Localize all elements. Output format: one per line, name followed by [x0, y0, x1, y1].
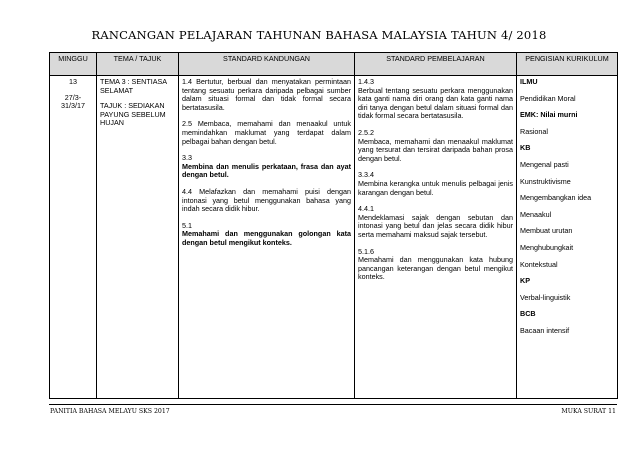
pembelajaran-item	[358, 171, 513, 197]
header-standard-pembelajaran: STANDARD PEMBELAJARAN	[355, 53, 517, 76]
kurikulum-item: Membuat urutan	[520, 226, 573, 236]
kurikulum-item: Kontekstual	[520, 259, 558, 269]
kurikulum-item: BCB	[520, 309, 536, 319]
kurikulum-item: KP	[520, 276, 530, 286]
standard-kandungan-cell	[179, 76, 355, 399]
kurikulum-item: Mengembangkan idea	[520, 193, 592, 203]
pembelajaran-text: Membaca, memahami dan menaakul maklumat yang tersurat dan tersirat daripada bahan prosa dengan betul.	[358, 136, 513, 163]
standard-pembelajaran-cell	[355, 76, 517, 399]
week-dates: 27/3-31/3/17	[61, 92, 85, 111]
tema-cell	[97, 76, 179, 399]
table-row	[50, 76, 618, 399]
kandungan-item: Memahami dan menggunakan golongan kata dengan betul mengikut konteks.	[182, 229, 351, 247]
pembelajaran-text: Berbual tentang sesuatu perkara menggunakan kata ganti nama diri orang dan kata ganti nama diri tanya dengan betul dalam situasi formal dan tidak formal secara bertatasusila.	[358, 85, 513, 121]
kandungan-item: 1.4 Bertutur, berbual dan menyatakan permintaan tentang sesuatu perkara daripada pelbagai sumber dalam situasi formal dan tidak formal secara bertatasusila.	[182, 77, 351, 112]
kandungan-item: 3.3	[182, 153, 192, 163]
kurikulum-item: ILMU	[520, 77, 538, 86]
kurikulum-item: EMK: Nilai murni	[520, 110, 578, 120]
pembelajaran-text: Membina kerangka untuk menulis pelbagai jenis karangan dengan betul.	[358, 178, 513, 197]
page-title: RANCANGAN PELAJARAN TAHUNAN BAHASA MALAYSIA TAHUN 4/ 2018	[91, 28, 547, 42]
pembelajaran-item	[358, 78, 513, 121]
footer-left: PANITIA BAHASA MELAYU SKS 2017	[50, 408, 170, 415]
kurikulum-item: Mengenal pasti	[520, 159, 569, 169]
tajuk-text: TAJUK : SEDIAKAN PAYUNG SEBELUM HUJAN	[100, 101, 166, 128]
footer-divider	[49, 404, 617, 405]
kandungan-item: 5.1	[182, 220, 192, 230]
pembelajaran-code: 4.4.1	[358, 204, 374, 214]
kurikulum-item: Pendidikan Moral	[520, 93, 576, 103]
pembelajaran-item	[358, 248, 513, 282]
header-pengisian-kurikulum: PENGISIAN KURIKULUM	[517, 53, 618, 76]
kurikulum-item: Menaakul	[520, 209, 552, 219]
pembelajaran-text: Memahami dan menggunakan kata hubung pancangan keterangan dengan betul mengikut konteks.	[358, 255, 513, 282]
pembelajaran-item	[358, 129, 513, 163]
header-minggu: MINGGU	[50, 53, 97, 76]
week-number: 13	[69, 77, 77, 86]
kurikulum-item: Verbal-linguistik	[520, 292, 571, 302]
pembelajaran-code: 5.1.6	[358, 246, 374, 256]
pembelajaran-code: 3.3.4	[358, 170, 374, 180]
pengisian-kurikulum-cell	[517, 76, 618, 399]
header-standard-kandungan: STANDARD KANDUNGAN	[179, 53, 355, 76]
pembelajaran-item	[358, 205, 513, 239]
kurikulum-item: Menghubungkait	[520, 242, 574, 252]
lesson-plan-table	[49, 52, 618, 399]
kandungan-item: 4.4 Melafazkan dan memahami puisi dengan intonasi yang betul menggunakan bahasa yang indah secara didik hibur.	[182, 186, 351, 214]
kandungan-item: Membina dan menulis perkataan, frasa dan ayat dengan betul.	[182, 161, 351, 180]
kurikulum-item: Rasional	[520, 126, 548, 136]
table-header-row	[50, 53, 618, 76]
kurikulum-item: KB	[520, 143, 531, 153]
header-tema-tajuk: TEMA / TAJUK	[97, 53, 179, 76]
pembelajaran-code: 1.4.3	[358, 77, 374, 86]
kandungan-item: 2.5 Membaca, memahami dan menaakul untuk memindahkan maklumat yang terdapat dalam pelbagai bahan dengan betul.	[182, 119, 351, 146]
tema-text: TEMA 3 : SENTIASA SELAMAT	[100, 77, 167, 95]
week-cell	[50, 76, 97, 399]
pembelajaran-code: 2.5.2	[358, 127, 374, 137]
kurikulum-item: Kunstruktivisme	[520, 176, 571, 186]
footer-page-number: MUKA SURAT 11	[561, 408, 616, 415]
pembelajaran-text: Mendeklamasi sajak dengan sebutan dan intonasi yang betul dan jelas secara didik hibur serta memahami maksud sajak tersebut.	[358, 212, 513, 239]
kurikulum-item: Bacaan intensif	[520, 325, 570, 335]
